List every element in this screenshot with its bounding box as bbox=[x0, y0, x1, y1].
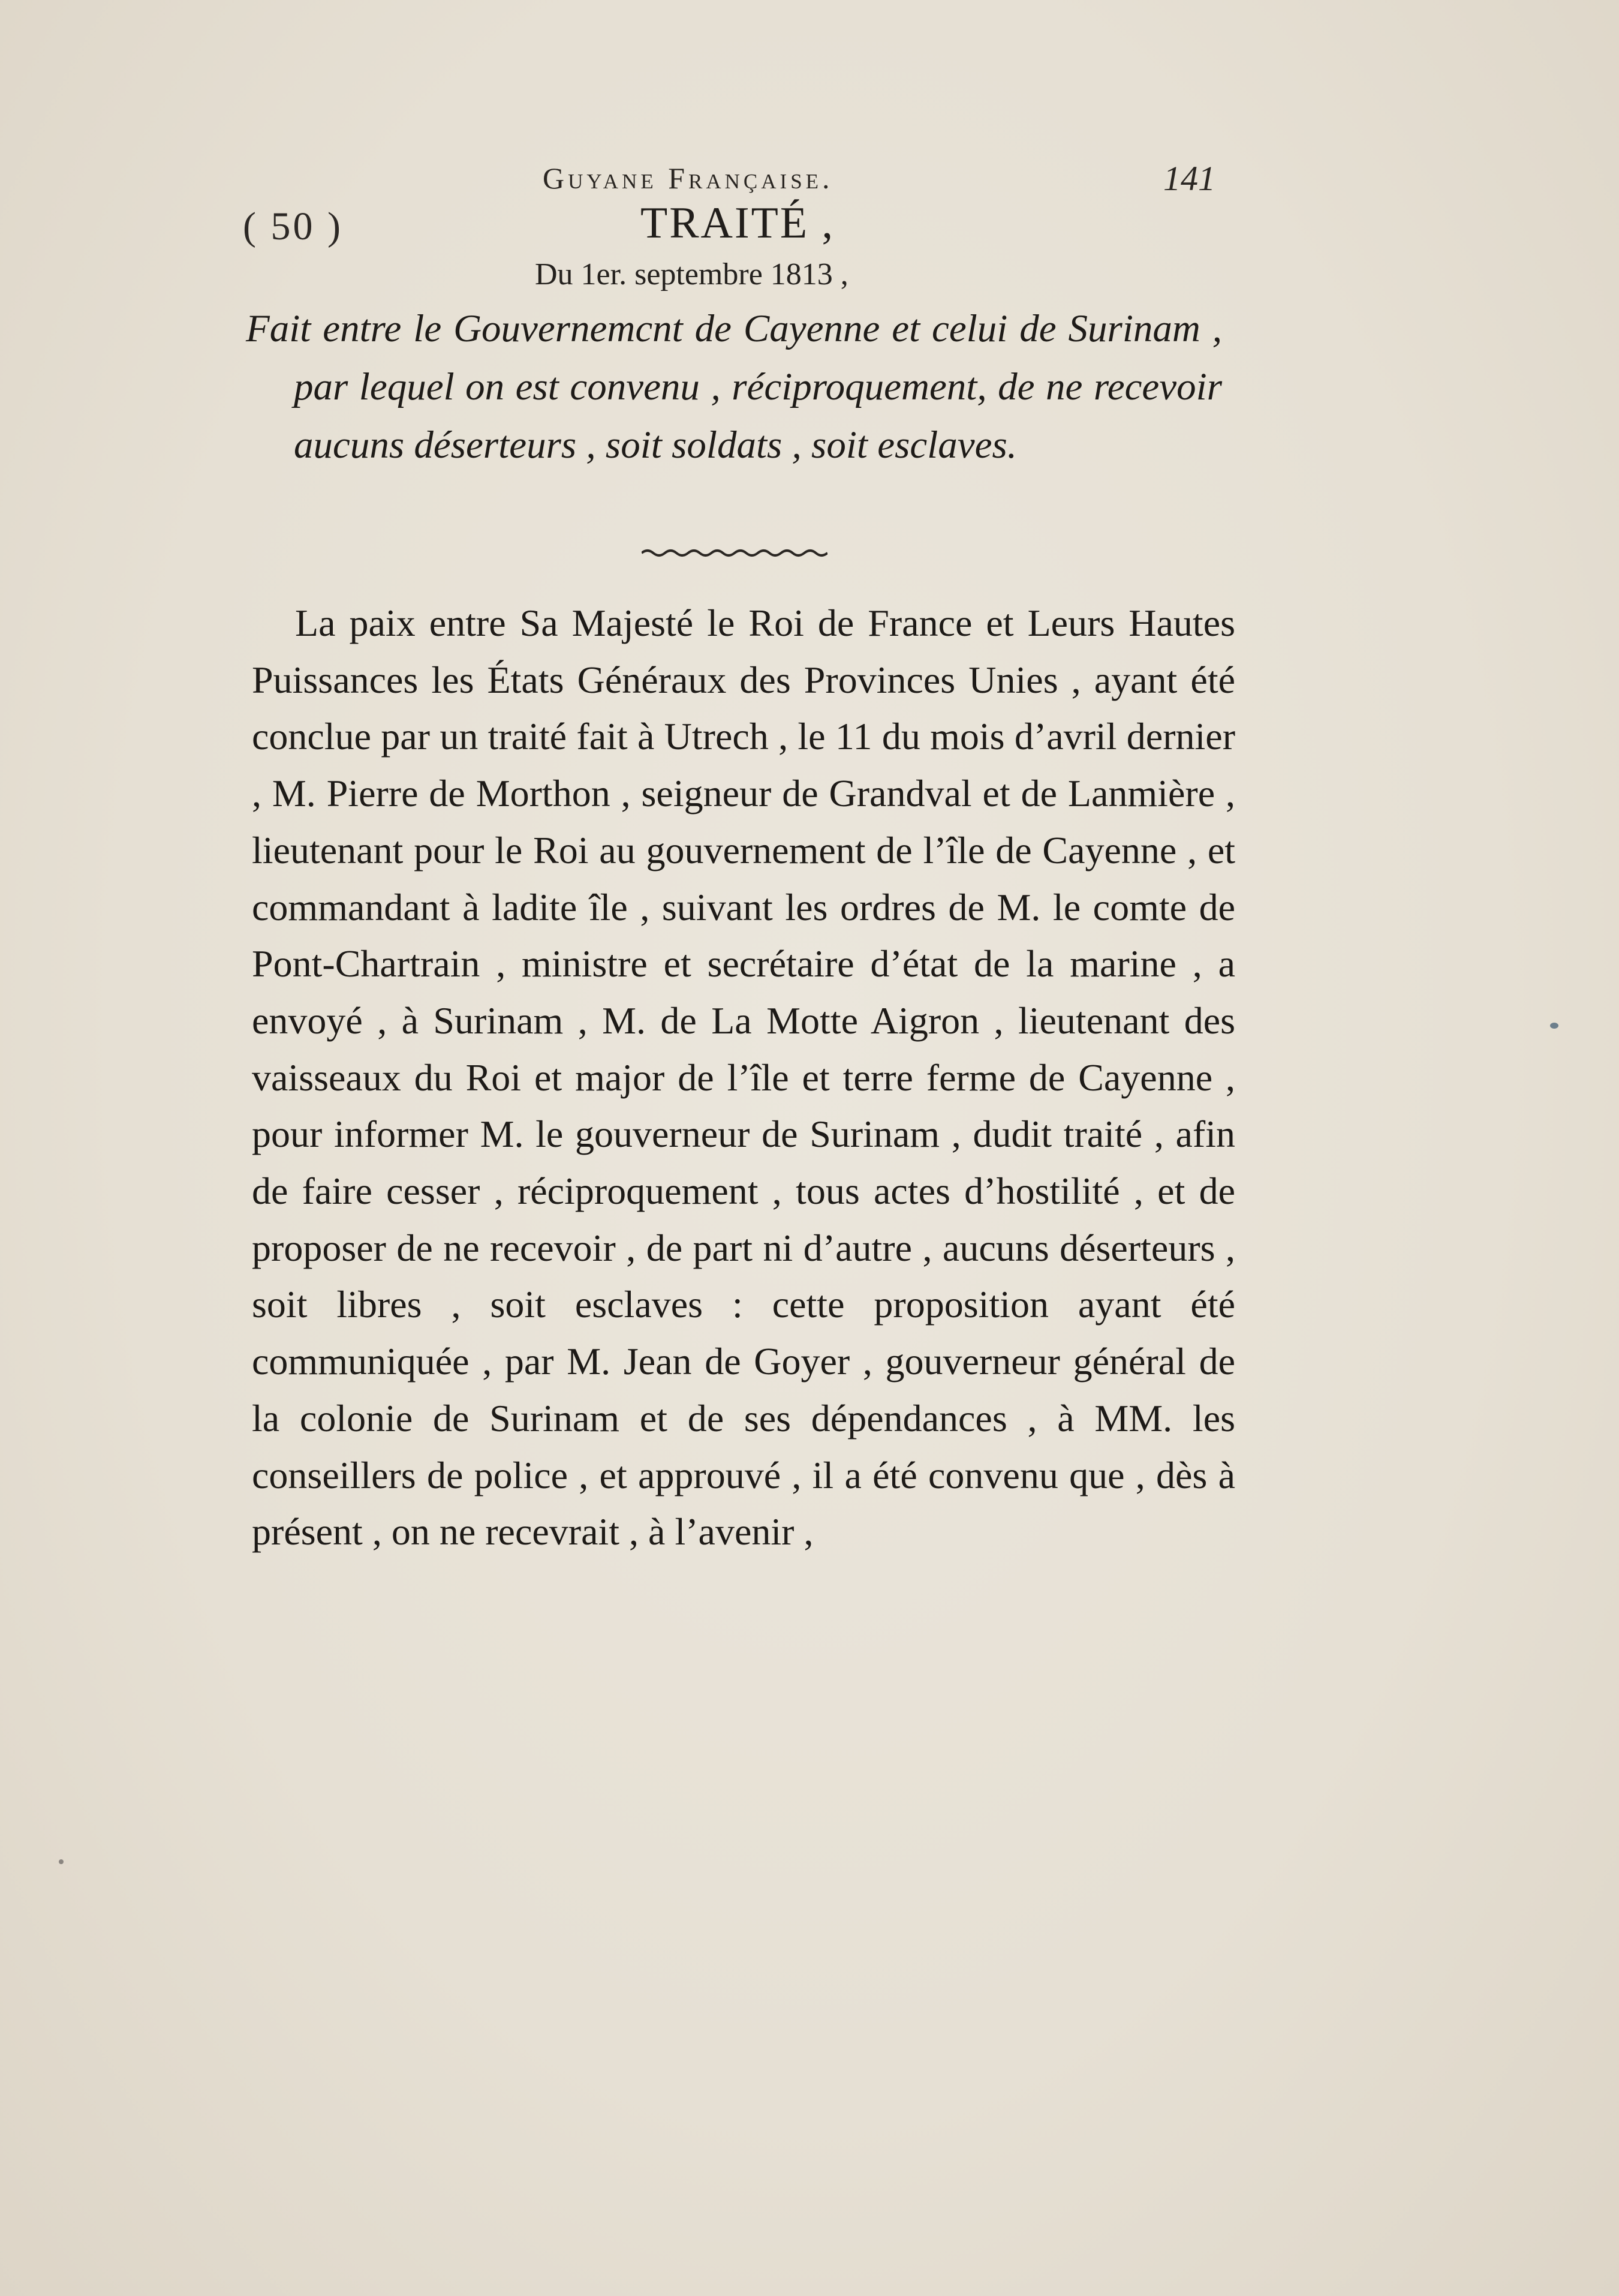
running-head bbox=[0, 161, 1619, 203]
paper-speck bbox=[59, 1859, 64, 1864]
original-page-number: ( 50 ) bbox=[243, 205, 343, 248]
date-line: Du 1er. septembre 1813 , bbox=[535, 257, 848, 291]
running-title: Guyane Française. bbox=[543, 161, 833, 195]
page-number: 141 bbox=[1163, 159, 1215, 198]
paper-speck bbox=[1550, 1023, 1558, 1029]
treaty-heading: TRAITÉ , bbox=[640, 199, 835, 248]
body-paragraph: La paix entre Sa Majesté le Roi de France et Leurs Hautes Puissances les États Généraux des Provinces Unies , ayant été conclue par un traité fait à Utrech , le 11 du mois d’avril dernier , M. Pierre de Morthon , seigneur de Grandval et de Lanmière , lieutenant pour le Roi au gouvernement de l’île de Cayenne , et commandant à ladite île , suivant les ordres de M. le comte de Pont-Chartrain , ministre et secrétaire d’état de la marine , a envoyé , à Surinam , M. de La Motte Aigron , lieutenant des vaisseaux du Roi et major de l’île et terre ferme de Cayenne , pour informer M. le gouverneur de Surinam , dudit traité , afin de faire cesser , réciproquement , tous actes d’hostilité , et de proposer de ne recevoir , de part ni d’autre , aucuns déserteurs , soit libres , soit esclaves : cette proposition ayant été communiquée , par M. Jean de Goyer , gouverneur général de la colonie de Surinam et de ses dépendances , à MM. les conseillers de police , et approuvé , il a été convenu que , dès à présent , on ne recevrait , à l’avenir , bbox=[252, 602, 1235, 1553]
treaty-subtitle: Fait entre le Gouvernemcnt de Cayenne et celui de Surinam , par lequel on est convenu , réciproquement, de ne recevoir aucuns déserteurs , soit soldats , soit esclaves. bbox=[246, 307, 1222, 467]
ornamental-divider bbox=[642, 547, 827, 559]
